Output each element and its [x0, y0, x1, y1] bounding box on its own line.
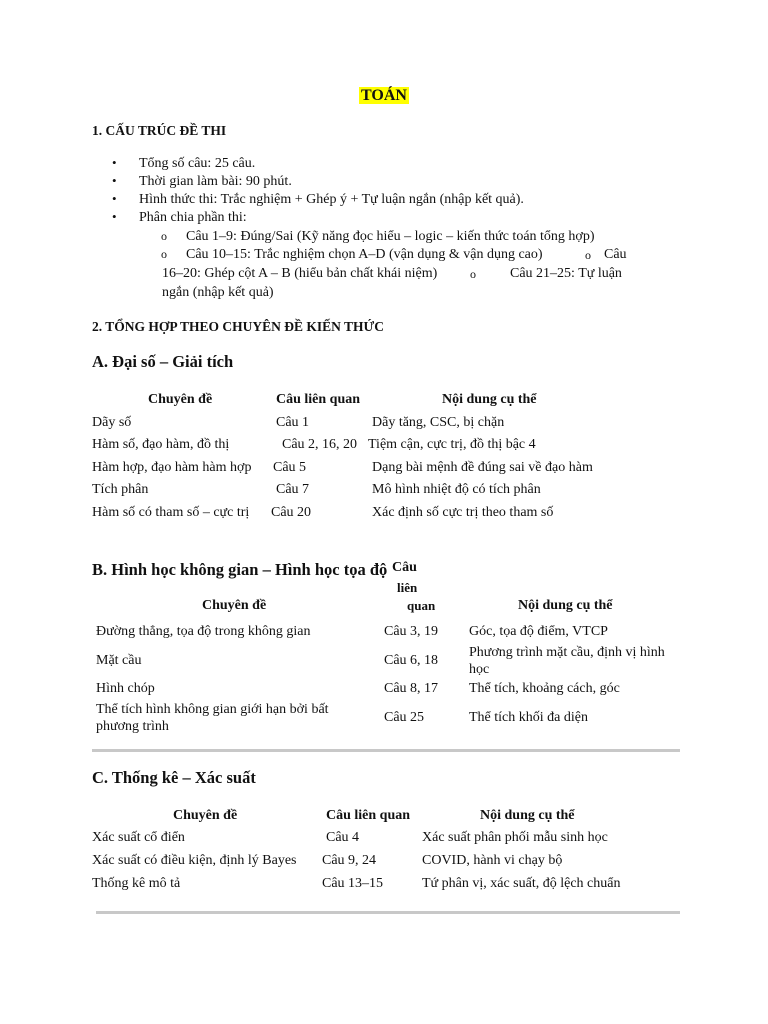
table-b-header-lien: liên: [397, 580, 418, 595]
table-b-cell: Thể tích khối đa diện: [469, 710, 588, 725]
table-b-cell: Phương trình mặt cầu, định vị hình học: [469, 645, 665, 677]
table-a-cell: Câu 1: [276, 415, 310, 430]
table-a-cell: Dạng bài mệnh đề đúng sai về đạo hàm: [372, 460, 593, 475]
table-a-cell: Câu 5: [273, 460, 307, 475]
table-c-cell: COVID, hành vi chạy bộ: [422, 853, 563, 868]
table-b-cell: Câu 6, 18: [384, 653, 439, 668]
sub-item-tail: Câu: [604, 247, 627, 262]
table-a-cell: Hàm số, đạo hàm, đồ thị: [92, 437, 230, 452]
bullet-item: • Hình thức thi: Trắc nghiệm + Ghép ý + Tự luận ngắn (nhập kết quả).: [112, 191, 524, 207]
table-c-header-noi-dung: Nội dung cụ thể: [480, 808, 575, 823]
table-b-cell: Thể tích hình không gian giới hạn bởi bất phương trình: [96, 702, 329, 734]
horizontal-rule: [92, 749, 680, 752]
table-a-cell: Câu 2, 16, 20: [282, 437, 358, 452]
bullet-item: • Tổng số câu: 25 câu.: [112, 155, 256, 171]
table-c-cell: Thống kê mô tả: [92, 876, 181, 891]
table-a-cell: Câu 7: [276, 482, 310, 497]
table-b-cell: Đường thẳng, tọa độ trong không gian: [96, 624, 311, 639]
circle-bullet-icon: o: [161, 229, 167, 243]
table-b-cell: Câu 25: [384, 710, 425, 725]
table-c-cell: Xác suất cổ điển: [92, 830, 185, 845]
horizontal-rule: [96, 911, 680, 914]
table-c-cell: Câu 9, 24: [322, 853, 377, 868]
table-b-cell: Góc, tọa độ điểm, VTCP: [469, 624, 608, 639]
sub-item-tail: Câu 21–25: Tự luận: [510, 266, 622, 281]
part-b-heading: B. Hình học không gian – Hình học tọa độ: [92, 560, 388, 579]
table-a-cell: Câu 20: [271, 505, 312, 520]
bullet-icon: •: [112, 155, 117, 170]
table-c-cell: Câu 13–15: [322, 876, 384, 891]
table-a-header-cau: Câu liên quan: [276, 392, 361, 407]
circle-bullet-icon: o: [470, 267, 476, 281]
table-a-cell: Hàm số có tham số – cực trị: [92, 505, 250, 520]
table-a-header-chuyen-de: Chuyên đề: [148, 392, 213, 407]
table-b-cell: Mặt cầu: [96, 653, 142, 668]
table-c-cell: Xác suất phân phối mẫu sinh học: [422, 830, 608, 845]
table-b-header-quan: quan: [407, 598, 436, 613]
sub-item: 16–20: Ghép cột A – B (hiểu bản chất khái niệm): [162, 266, 438, 281]
sub-item: o Câu 10–15: Trắc nghiệm chọn A–D (vận dụng & vận dụng cao): [161, 247, 543, 262]
bullet-item: • Phân chia phần thi:: [112, 209, 247, 225]
table-a-cell: Tiệm cận, cực trị, đồ thị bậc 4: [368, 437, 536, 452]
section-2-heading: 2. TỔNG HỢP THEO CHUYÊN ĐỀ KIẾN THỨC: [92, 319, 385, 334]
table-c-cell: Tứ phân vị, xác suất, độ lệch chuẩn: [422, 876, 621, 891]
table-b-header-chuyen-de: Chuyên đề: [202, 598, 267, 613]
bullet-icon: •: [112, 173, 117, 188]
bullet-item: • Thời gian làm bài: 90 phút.: [112, 173, 292, 189]
table-b-cell: Thể tích, khoảng cách, góc: [469, 681, 620, 696]
table-b-cell: Hình chóp: [96, 681, 155, 696]
bullet-icon: •: [112, 209, 117, 224]
table-c-header-cau: Câu liên quan: [326, 808, 411, 823]
table-c-cell: Xác suất có điều kiện, định lý Bayes: [92, 853, 297, 868]
table-a-header-noi-dung: Nội dung cụ thể: [442, 392, 537, 407]
table-c-cell: Câu 4: [326, 830, 360, 845]
circle-bullet-icon: o: [585, 248, 591, 262]
sub-item: o Câu 1–9: Đúng/Sai (Kỹ năng đọc hiểu – logic – kiến thức toán tổng hợp): [161, 229, 595, 244]
table-a-cell: Dãy số: [92, 415, 132, 430]
table-b-cell: Câu 8, 17: [384, 681, 439, 696]
table-a-cell: Xác định số cực trị theo tham số: [372, 505, 554, 520]
table-b-header-cau: Câu: [392, 560, 417, 575]
table-a-cell: Tích phân: [92, 482, 149, 497]
title-text: TOÁN: [361, 87, 407, 104]
table-a-cell: Dãy tăng, CSC, bị chặn: [372, 415, 505, 430]
circle-bullet-icon: o: [161, 247, 167, 261]
table-a-cell: Hàm hợp, đạo hàm hàm hợp: [92, 460, 252, 475]
part-c-heading: C. Thống kê – Xác suất: [92, 768, 256, 787]
page-title: [0, 87, 768, 105]
section-1-heading: 1. CẤU TRÚC ĐỀ THI: [92, 123, 227, 138]
table-b-cell: Câu 3, 19: [384, 624, 439, 639]
bullet-icon: •: [112, 191, 117, 206]
part-a-heading: A. Đại số – Giải tích: [92, 352, 234, 371]
sub-item-continued: ngắn (nhập kết quả): [162, 285, 274, 300]
table-c-header-chuyen-de: Chuyên đề: [173, 808, 238, 823]
table-b-header-noi-dung: Nội dung cụ thể: [518, 598, 613, 613]
table-a-cell: Mô hình nhiệt độ có tích phân: [372, 482, 541, 497]
